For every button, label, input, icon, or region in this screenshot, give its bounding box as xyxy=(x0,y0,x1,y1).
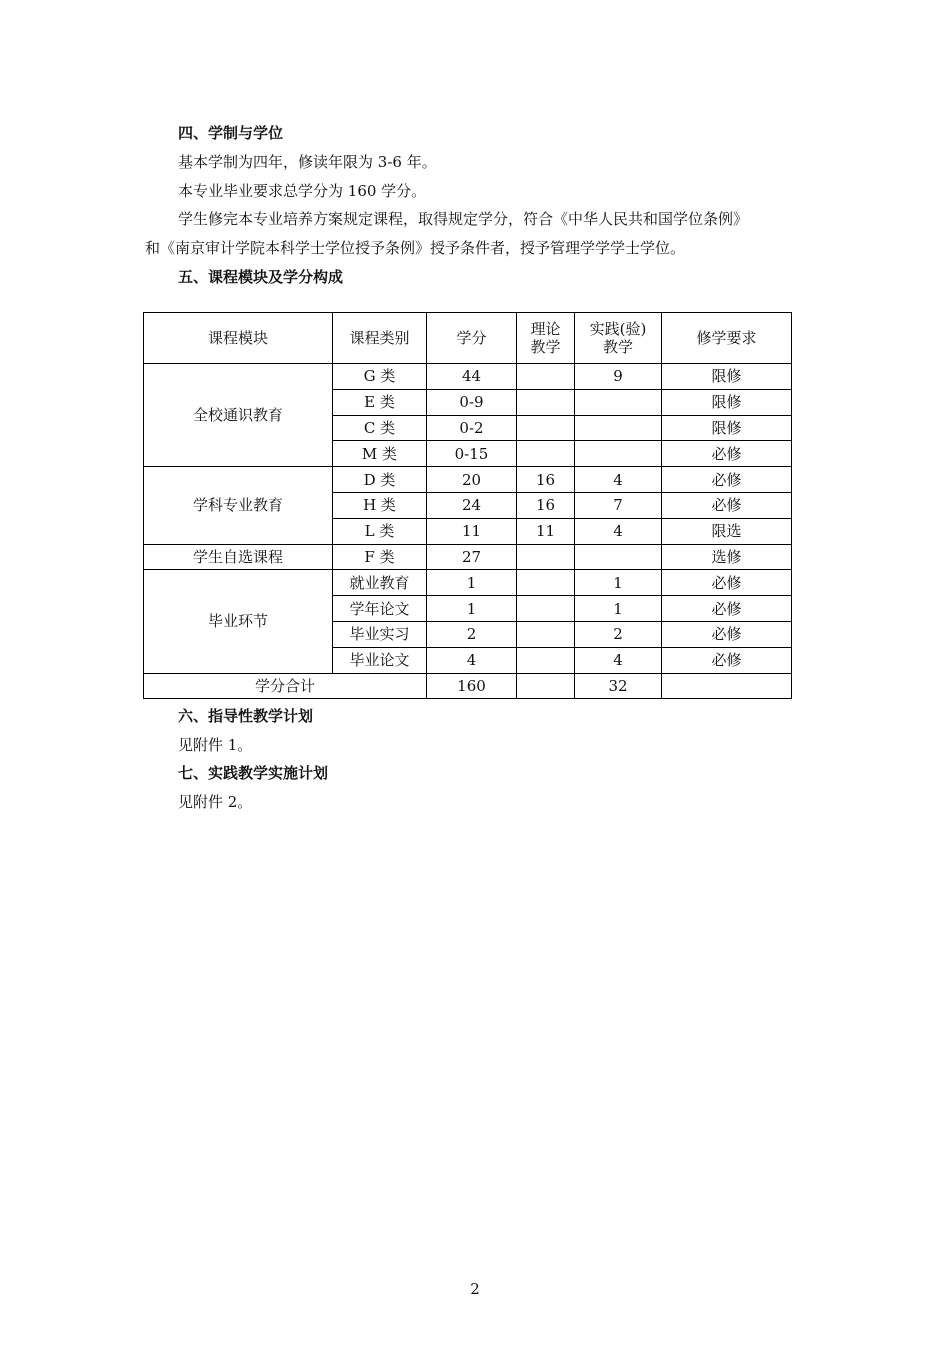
theory-cell xyxy=(517,544,575,570)
credit-cell: 1 xyxy=(427,596,517,622)
section6-line: 见附件 1。 xyxy=(178,736,253,754)
category-cell: 毕业论文 xyxy=(333,647,427,673)
category-cell: D 类 xyxy=(333,467,427,493)
credit-cell: 4 xyxy=(427,647,517,673)
credit-cell: 44 xyxy=(427,364,517,390)
total-row xyxy=(144,673,792,699)
practice-cell: 1 xyxy=(575,570,662,596)
theory-cell xyxy=(517,415,575,441)
section6-heading: 六、指导性教学计划 xyxy=(178,707,314,725)
section4-heading: 四、学制与学位 xyxy=(178,124,284,142)
total-theory xyxy=(517,673,575,699)
credit-cell: 24 xyxy=(427,492,517,518)
requirement-cell: 限修 xyxy=(662,364,792,390)
table-header-row xyxy=(144,313,792,364)
category-cell: L 类 xyxy=(333,518,427,544)
category-cell: F 类 xyxy=(333,544,427,570)
theory-cell xyxy=(517,621,575,647)
category-cell: H 类 xyxy=(333,492,427,518)
category-cell: E 类 xyxy=(333,389,427,415)
practice-cell xyxy=(575,415,662,441)
table-row xyxy=(144,364,792,390)
section4-line-3: 学生修完本专业培养方案规定课程，取得规定学分，符合《中华人民共和国学位条例》 xyxy=(178,210,749,228)
practice-cell: 4 xyxy=(575,518,662,544)
module-cell: 学生自选课程 xyxy=(144,544,333,570)
section7-line: 见附件 2。 xyxy=(178,793,253,811)
theory-cell xyxy=(517,389,575,415)
practice-cell xyxy=(575,441,662,467)
section7-heading: 七、实践教学实施计划 xyxy=(178,764,329,782)
requirement-cell: 必修 xyxy=(662,621,792,647)
requirement-cell: 限选 xyxy=(662,518,792,544)
theory-cell xyxy=(517,364,575,390)
credit-cell: 0-9 xyxy=(427,389,517,415)
section4-line-2: 本专业毕业要求总学分为 160 学分。 xyxy=(178,182,427,200)
module-cell: 学科专业教育 xyxy=(144,467,333,544)
requirement-cell: 必修 xyxy=(662,467,792,493)
requirement-cell: 必修 xyxy=(662,441,792,467)
theory-cell xyxy=(517,441,575,467)
practice-cell xyxy=(575,389,662,415)
section4-line-4: 和《南京审计学院本科学士学位授予条例》授予条件者，授予管理学学学士学位。 xyxy=(145,239,686,257)
credit-cell: 0-15 xyxy=(427,441,517,467)
credit-cell: 2 xyxy=(427,621,517,647)
theory-cell: 11 xyxy=(517,518,575,544)
header-module: 课程模块 xyxy=(144,313,333,364)
header-theory: 理论 教学 xyxy=(517,313,575,364)
category-cell: C 类 xyxy=(333,415,427,441)
category-cell: G 类 xyxy=(333,364,427,390)
requirement-cell: 选修 xyxy=(662,544,792,570)
header-category: 课程类别 xyxy=(333,313,427,364)
requirement-cell: 限修 xyxy=(662,389,792,415)
total-label: 学分合计 xyxy=(144,673,427,699)
requirement-cell: 必修 xyxy=(662,647,792,673)
table-row xyxy=(144,544,792,570)
header-practice: 实践(验) 教学 xyxy=(575,313,662,364)
module-cell: 毕业环节 xyxy=(144,570,333,673)
practice-cell: 4 xyxy=(575,467,662,493)
credit-cell: 11 xyxy=(427,518,517,544)
module-cell: 全校通识教育 xyxy=(144,364,333,467)
credit-cell: 27 xyxy=(427,544,517,570)
theory-cell xyxy=(517,647,575,673)
theory-cell: 16 xyxy=(517,492,575,518)
requirement-cell: 必修 xyxy=(662,492,792,518)
table-row xyxy=(144,467,792,493)
practice-cell: 1 xyxy=(575,596,662,622)
table-row xyxy=(144,570,792,596)
practice-cell xyxy=(575,544,662,570)
section5-heading: 五、课程模块及学分构成 xyxy=(178,268,344,286)
credit-cell: 0-2 xyxy=(427,415,517,441)
requirement-cell: 必修 xyxy=(662,570,792,596)
theory-cell: 16 xyxy=(517,467,575,493)
category-cell: 毕业实习 xyxy=(333,621,427,647)
requirement-cell: 必修 xyxy=(662,596,792,622)
section4-line-1: 基本学制为四年，修读年限为 3-6 年。 xyxy=(178,153,437,171)
page-number: 2 xyxy=(470,1280,480,1298)
total-requirement xyxy=(662,673,792,699)
theory-cell xyxy=(517,570,575,596)
practice-cell: 4 xyxy=(575,647,662,673)
total-credit: 160 xyxy=(427,673,517,699)
header-credit: 学分 xyxy=(427,313,517,364)
practice-cell: 7 xyxy=(575,492,662,518)
credit-cell: 20 xyxy=(427,467,517,493)
header-requirement: 修学要求 xyxy=(662,313,792,364)
theory-cell xyxy=(517,596,575,622)
category-cell: M 类 xyxy=(333,441,427,467)
credits-table xyxy=(143,312,792,699)
credit-cell: 1 xyxy=(427,570,517,596)
practice-cell: 2 xyxy=(575,621,662,647)
category-cell: 就业教育 xyxy=(333,570,427,596)
practice-cell: 9 xyxy=(575,364,662,390)
requirement-cell: 限修 xyxy=(662,415,792,441)
total-practice: 32 xyxy=(575,673,662,699)
category-cell: 学年论文 xyxy=(333,596,427,622)
